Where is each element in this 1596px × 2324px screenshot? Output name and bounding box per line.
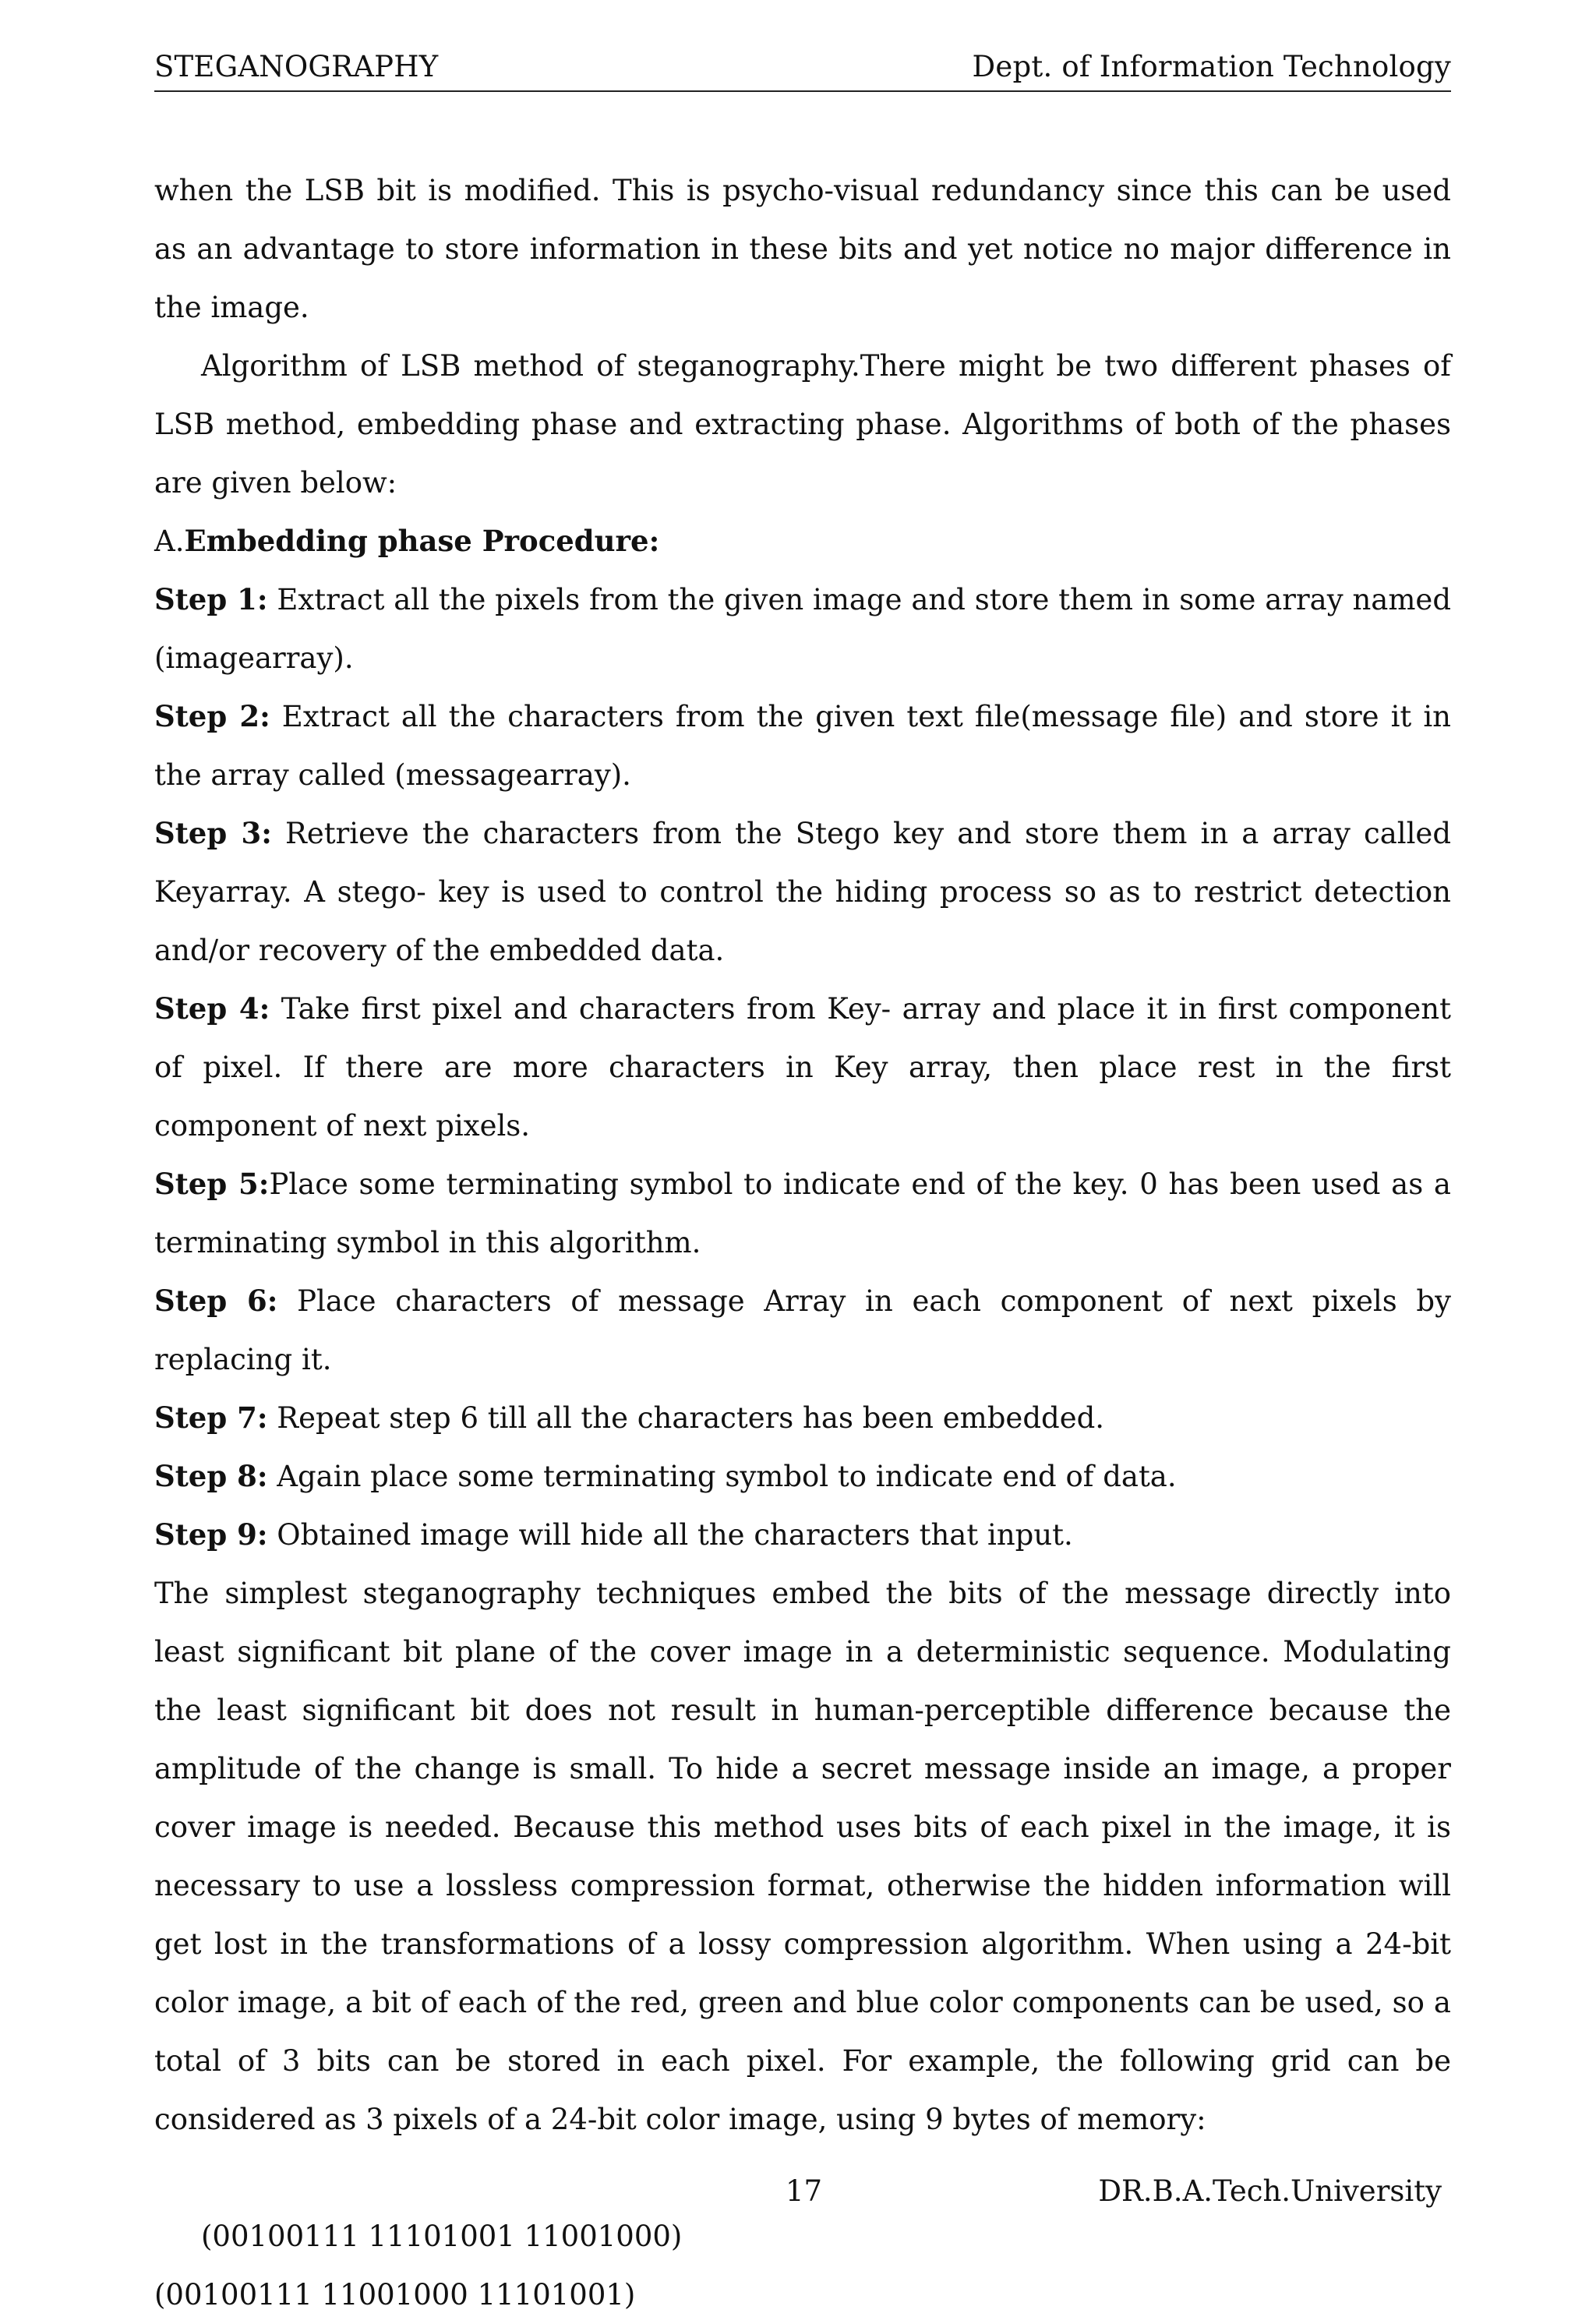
step-label: Step 8:: [154, 1459, 268, 1493]
step-text: Again place some terminating symbol to indicate end of data.: [267, 1460, 1177, 1493]
step-9: [154, 1506, 1451, 1564]
step-2: [154, 687, 1451, 804]
page-number: 17: [786, 2174, 823, 2208]
step-1: [154, 570, 1451, 687]
step-text: Place some terminating symbol to indicate end of the key. 0 has been used as a terminating symbol in this algorithm.: [154, 1167, 1451, 1259]
running-header: [154, 50, 1451, 92]
step-6: [154, 1272, 1451, 1389]
step-7: [154, 1389, 1451, 1447]
step-text: Obtained image will hide all the characters that input.: [267, 1518, 1073, 1552]
step-label: Step 9:: [154, 1517, 268, 1552]
step-text: Extract all the characters from the given text file(message file) and store it in the array called (messagearray).: [154, 700, 1451, 792]
step-label: Step 1:: [154, 582, 268, 616]
step-label: Step 5:: [154, 1167, 270, 1201]
step-label: Step 2:: [154, 699, 270, 733]
paragraph-algorithm-intro: Algorithm of LSB method of steganography.There might be two different phases of LSB method, embedding phase and extracting phase. Algorithms of both of the phases are given below:: [154, 349, 1451, 500]
section-title: Embedding phase Procedure:: [184, 524, 660, 558]
step-8: [154, 1447, 1451, 1506]
section-heading: [154, 512, 1451, 570]
paragraph-continuation: when the LSB bit is modified. This is psycho-visual redundancy since this can be used as an advantage to store information in these bits and yet notice no major difference in the image.: [154, 174, 1451, 324]
step-5: [154, 1155, 1451, 1272]
step-label: Step 7:: [154, 1400, 268, 1435]
paragraph-lsb-explanation: The simplest steganography techniques embed the bits of the message directly into least significant bit plane of the cover image in a deterministic sequence. Modulating the least significant bit does not result in human-perceptible difference because the amplitude of the change is small. To hide a secret message inside an image, a proper cover image is needed. Because this method uses bits of each pixel in the image, it is necessary to use a lossless compression format, otherwise the hidden information will get lost in the transformations of a lossy compression algorithm. When using a 24-bit color image, a bit of each of the red, green and blue color components can be used, so a total of 3 bits can be stored in each pixel. For example, the following grid can be considered as 3 pixels of a 24-bit color image, using 9 bytes of memory:: [154, 1577, 1451, 2136]
step-text: Take first pixel and characters from Key- array and place it in first component of pixel. If there are more characters in Key array, then place rest in the first component of next pixels.: [154, 992, 1451, 1143]
header-title: STEGANOGRAPHY: [154, 50, 439, 83]
section-prefix: A.: [154, 524, 185, 558]
step-label: Step 3:: [154, 816, 272, 850]
page-footer: [154, 2174, 1451, 2213]
pixel-grid-line-1: (00100111 11101001 11001000): [201, 2220, 683, 2253]
step-text: Place characters of message Array in each component of next pixels by replacing it.: [154, 1284, 1451, 1376]
step-text: Repeat step 6 till all the characters has been embedded.: [267, 1401, 1105, 1435]
step-text: Extract all the pixels from the given image and store them in some array named (imagearray).: [154, 583, 1452, 675]
step-label: Step 6:: [154, 1284, 278, 1318]
step-4: [154, 980, 1451, 1155]
step-3: [154, 804, 1451, 980]
header-department: Dept. of Information Technology: [972, 50, 1451, 83]
step-label: Step 4:: [154, 991, 270, 1026]
body-text: [154, 161, 1451, 2324]
step-text: Retrieve the characters from the Stego key and store them in a array called Keyarray. A stego- key is used to control the hiding process so as to restrict detection and/or recovery of the embedded data.: [154, 817, 1451, 967]
pixel-grid-line-2: (00100111 11001000 11101001): [154, 2278, 636, 2312]
footer-university: DR.B.A.Tech.University: [1098, 2174, 1442, 2208]
